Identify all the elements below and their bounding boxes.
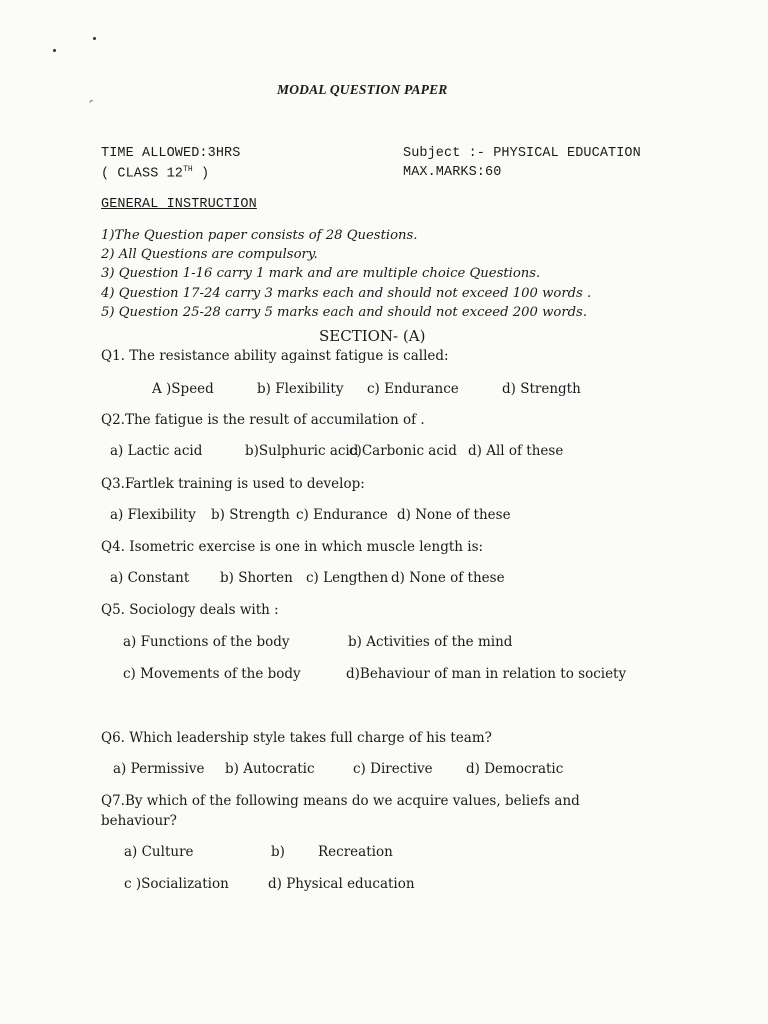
question-3: Q3.Fartlek training is used to develop: <box>101 476 365 492</box>
q7-option-d: d) Physical education <box>268 876 415 892</box>
q2-option-d: d) All of these <box>468 443 564 459</box>
question-6: Q6. Which leadership style takes full charge of his team? <box>101 730 492 746</box>
q4-option-b: b) Shorten <box>220 570 293 586</box>
q2-option-c: c)Carbonic acid <box>349 443 457 459</box>
q5-option-d: d)Behaviour of man in relation to society <box>346 666 627 682</box>
class-label <box>101 165 209 182</box>
subject: Subject :- PHYSICAL EDUCATION <box>403 146 641 161</box>
q7-option-b: b) <box>271 844 285 860</box>
question-7-line-1: Q7.By which of the following means do we acquire values, beliefs and <box>101 793 580 809</box>
instruction-item: 5) Question 25-28 carry 5 marks each and should not exceed 200 words. <box>101 305 588 320</box>
q3-option-d: d) None of these <box>397 507 511 523</box>
q4-option-a: a) Constant <box>110 570 190 586</box>
q1-option-b: b) Flexibility <box>257 381 344 397</box>
instruction-item: 4) Question 17-24 carry 3 marks each and should not exceed 100 words . <box>101 286 592 301</box>
q3-option-a: a) Flexibility <box>110 507 196 523</box>
class-suffix: ) <box>192 166 210 182</box>
q1-option-d: d) Strength <box>502 381 581 397</box>
q6-option-d: d) Democratic <box>466 761 564 777</box>
q5-option-b: b) Activities of the mind <box>348 634 513 650</box>
q7-option-a: a) Culture <box>124 844 194 860</box>
section-heading: SECTION- (A) <box>319 327 426 345</box>
instruction-item: 1)The Question paper consists of 28 Questions. <box>101 228 418 243</box>
question-2: Q2.The fatigue is the result of accumilation of . <box>101 412 425 428</box>
margin-mark: ꞈ <box>82 87 95 105</box>
q1-option-c: c) Endurance <box>367 381 459 397</box>
question-5: Q5. Sociology deals with : <box>101 602 279 618</box>
q6-option-c: c) Directive <box>353 761 433 777</box>
q4-option-d: d) None of these <box>391 570 505 586</box>
instruction-item: 3) Question 1-16 carry 1 mark and are multiple choice Questions. <box>101 266 541 281</box>
page-title: MODAL QUESTION PAPER <box>277 82 448 97</box>
q5-option-a: a) Functions of the body <box>123 634 290 650</box>
q6-option-b: b) Autocratic <box>225 761 315 777</box>
q6-option-a: a) Permissive <box>113 761 205 777</box>
max-marks: MAX.MARKS:60 <box>403 165 502 180</box>
q3-option-c: c) Endurance <box>296 507 388 523</box>
q4-option-c: c) Lengthen <box>306 570 389 586</box>
q2-option-b: b)Sulphuric acid <box>245 443 359 459</box>
q3-option-b: b) Strength <box>211 507 290 523</box>
class-sup: TH <box>183 165 193 174</box>
q2-option-a: a) Lactic acid <box>110 443 203 459</box>
q1-option-a: A )Speed <box>152 381 214 397</box>
scan-speck <box>53 49 56 52</box>
question-4: Q4. Isometric exercise is one in which muscle length is: <box>101 539 484 555</box>
time-allowed: TIME ALLOWED:3HRS <box>101 146 241 161</box>
q7-option-c: c )Socialization <box>124 876 229 892</box>
class-prefix: ( CLASS 12 <box>101 166 184 182</box>
q5-option-c: c) Movements of the body <box>123 666 301 682</box>
question-1: Q1. The resistance ability against fatigue is called: <box>101 348 449 364</box>
question-7-line-2: behaviour? <box>101 813 177 829</box>
instruction-item: 2) All Questions are compulsory. <box>101 247 318 262</box>
q7-option-b-text: Recreation <box>318 844 393 860</box>
general-instruction-heading: GENERAL INSTRUCTION <box>101 197 257 212</box>
scan-speck <box>93 37 96 40</box>
